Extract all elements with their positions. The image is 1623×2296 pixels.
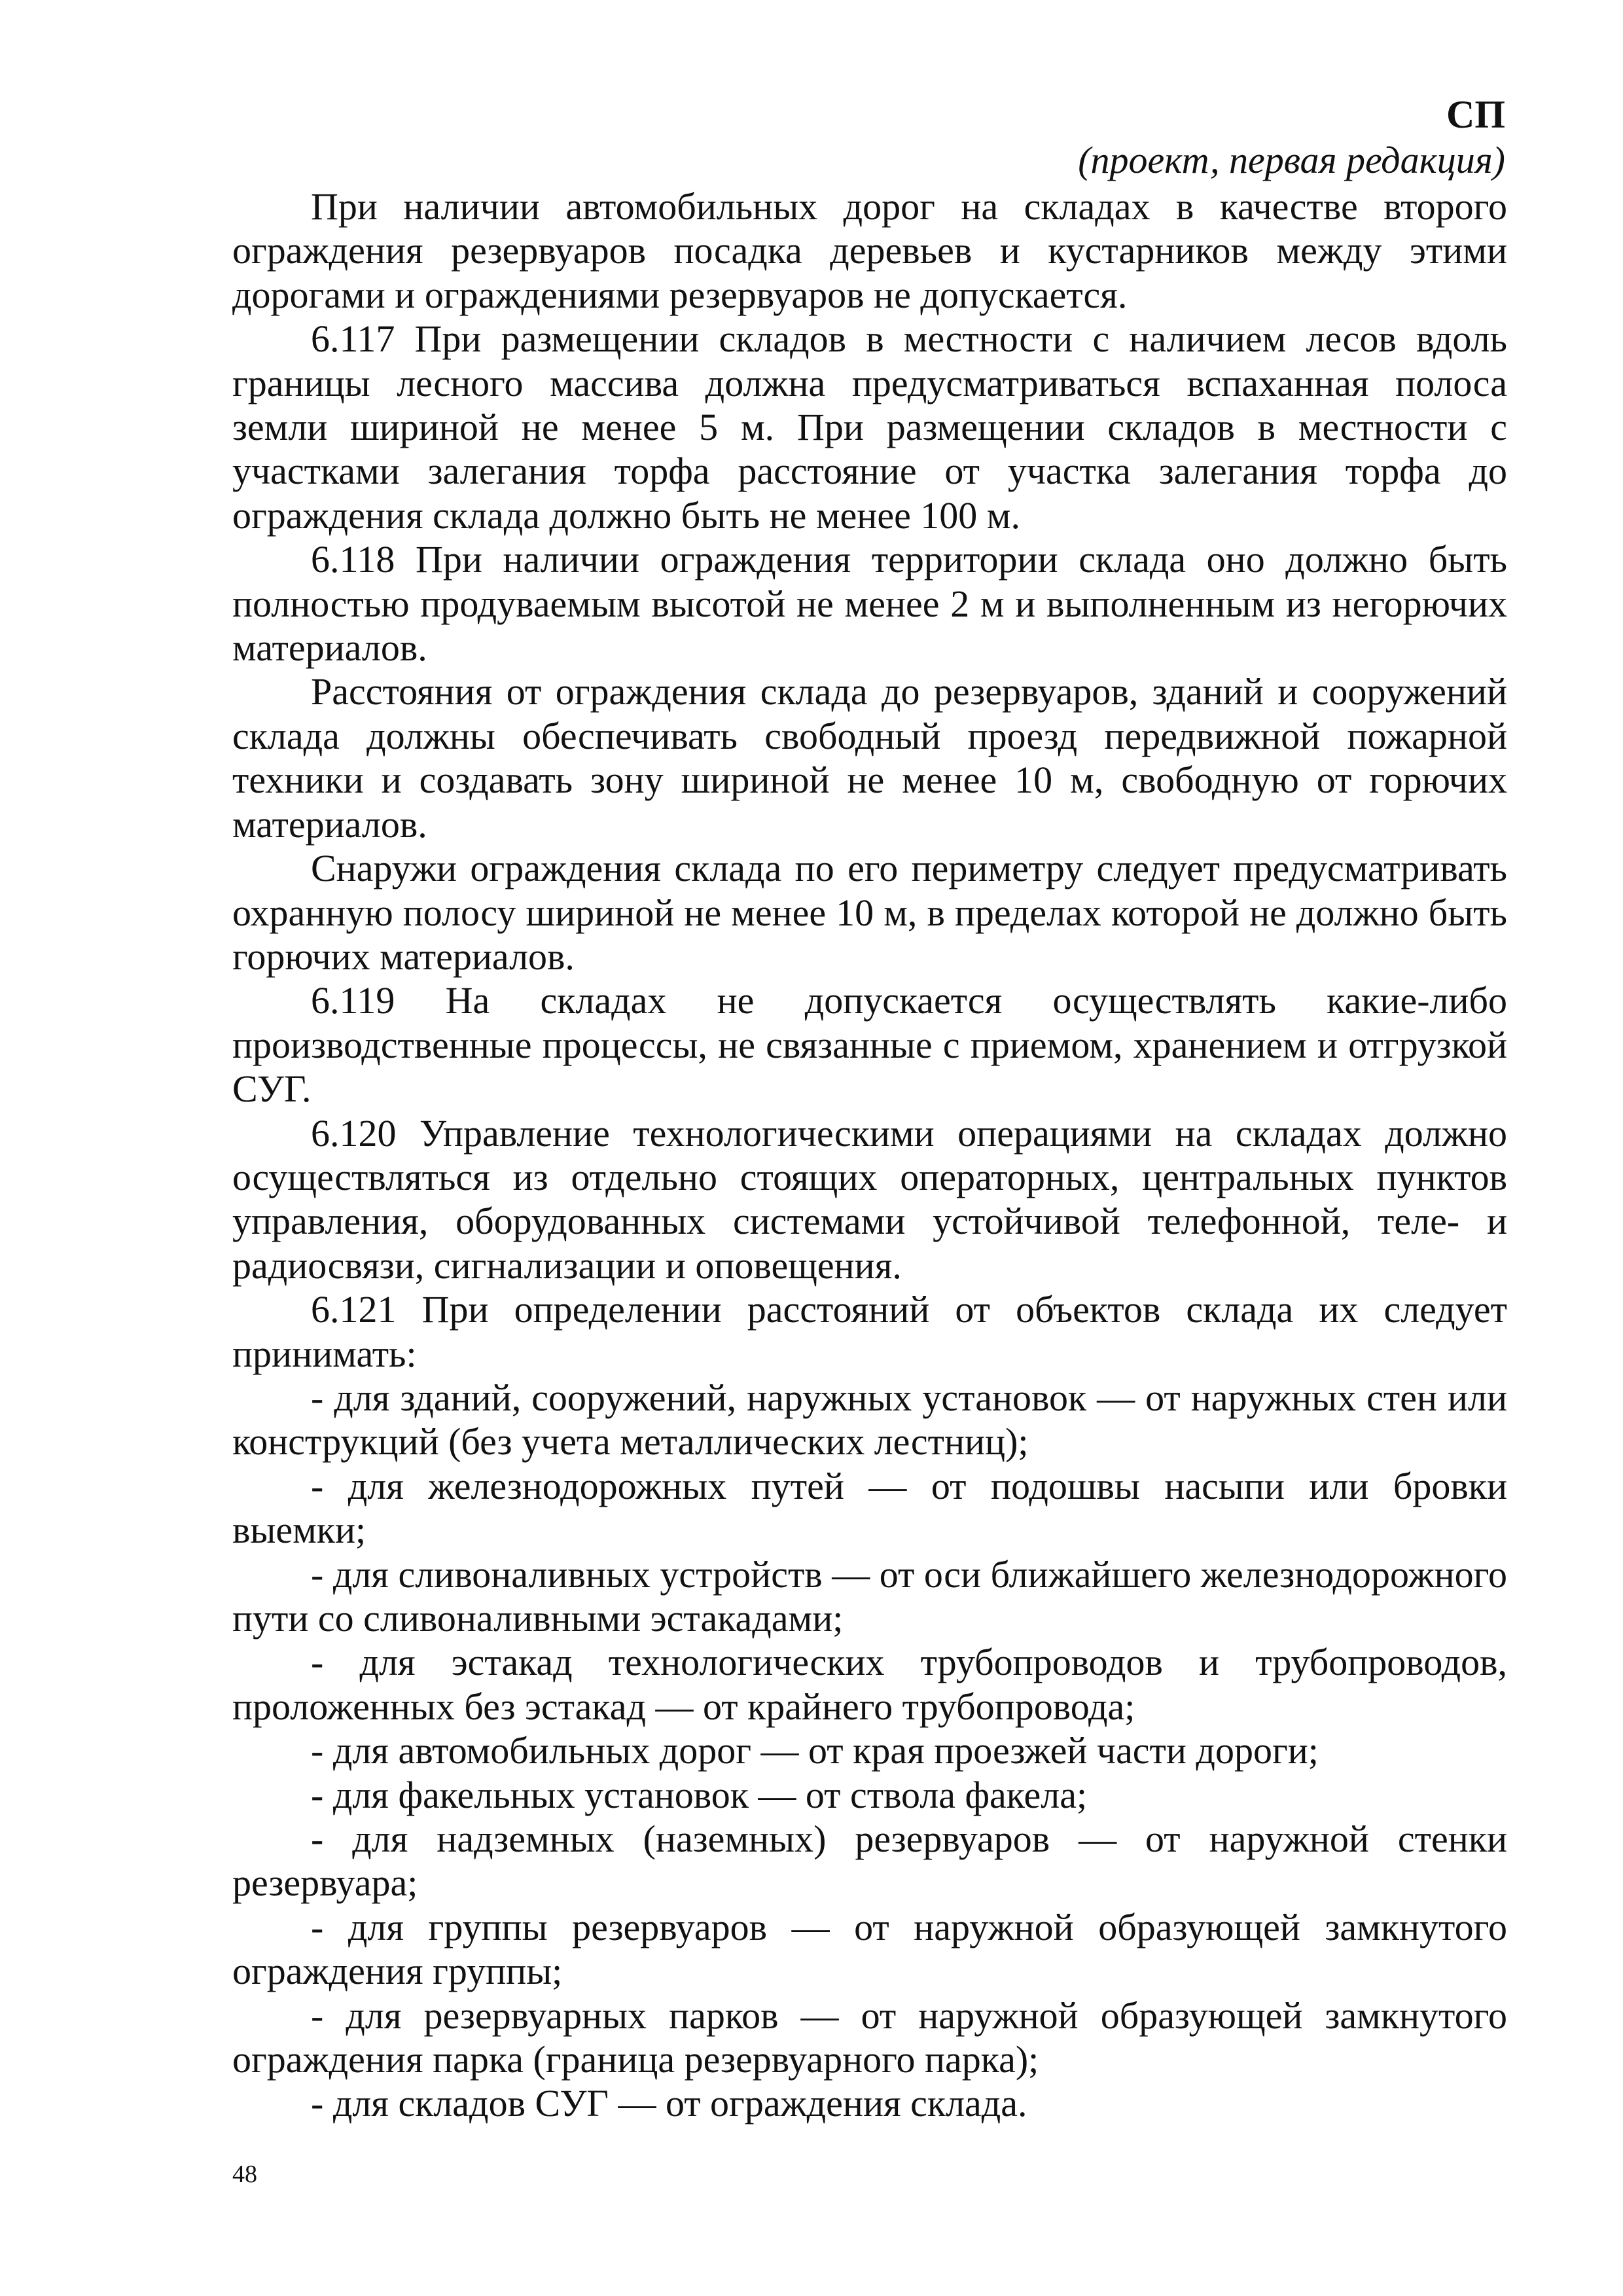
page-number: 48	[232, 2161, 257, 2188]
list-item-pipeline-racks: - для эстакад технологических трубопроводов и трубопроводов, проложенных без эстакад — от крайнего трубопровода;	[232, 1641, 1507, 1728]
paragraph-6-119: 6.119 На складах не допускается осуществлять какие-либо производственные процессы, не связанные с приемом, хранением и отгрузкой СУГ.	[232, 979, 1507, 1111]
paragraph-6-117: 6.117 При размещении складов в местности с наличием лесов вдоль границы лесного массива должна предусматриваться вспаханная полоса земли шириной не менее 5 м. При размещении складов в местности с участками залегания торфа расстояние от участка залегания торфа до ограждения склада должно быть не менее 100 м.	[232, 317, 1507, 537]
list-item-railways: - для железнодорожных путей — от подошвы насыпи или бровки выемки;	[232, 1464, 1507, 1552]
paragraph-6-118: 6.118 При наличии ограждения территории склада оно должно быть полностью продуваемым высотой не менее 2 м и выполненным из негорючих материалов.	[232, 538, 1507, 670]
list-item-roads: - для автомобильных дорог — от края проезжей части дороги;	[311, 1729, 1319, 1772]
paragraph-6-121: 6.121 При определении расстояний от объектов склада их следует принимать:	[232, 1288, 1507, 1375]
document-status: (проект, первая редакция)	[1078, 139, 1505, 181]
list-item-flares: - для факельных установок — от ствола факела;	[311, 1773, 1088, 1816]
paragraph-security-strip: Снаружи ограждения склада по его периметру следует предусматривать охранную полосу шириной не менее 10 м, в пределах которой не должно быть горючих материалов.	[232, 847, 1507, 978]
list-item-tank-farms: - для резервуарных парков — от наружной образующей замкнутого ограждения парка (граница резервуарного парка);	[232, 1994, 1507, 2081]
list-item-buildings: - для зданий, сооружений, наружных установок — от наружных стен или конструкций (без учета металлических лестниц);	[232, 1376, 1507, 1463]
list-item-tank-groups: - для группы резервуаров — от наружной образующей замкнутого ограждения группы;	[232, 1905, 1507, 1993]
paragraph-fence-distances: Расстояния от ограждения склада до резервуаров, зданий и сооружений склада должны обеспечивать свободный проезд передвижной пожарной техники и создавать зону шириной не менее 10 м, свободную от горючих материалов.	[232, 670, 1507, 846]
list-item-loading-devices: - для сливоналивных устройств — от оси ближайшего железнодорожного пути со сливоналивными эстакадами;	[232, 1552, 1507, 1640]
document-body	[232, 185, 1507, 2126]
list-item-aboveground-tanks: - для надземных (наземных) резервуаров — от наружной стенки резервуара;	[232, 1818, 1507, 1905]
paragraph-6-120: 6.120 Управление технологическими операциями на складах должно осуществляться из отдельно стоящих операторных, центральных пунктов управления, оборудованных системами устойчивой телефонной, теле- и радиосвязи, сигнализации и оповещения.	[232, 1111, 1507, 1287]
paragraph-roads-fencing: При наличии автомобильных дорог на складах в качестве второго ограждения резервуаров посадка деревьев и кустарников между этими дорогами и ограждениями резервуаров не допускается.	[232, 185, 1507, 316]
list-item-lpg-storage: - для складов СУГ — от ограждения склада.	[311, 2082, 1027, 2125]
document-code: СП	[1446, 93, 1505, 136]
